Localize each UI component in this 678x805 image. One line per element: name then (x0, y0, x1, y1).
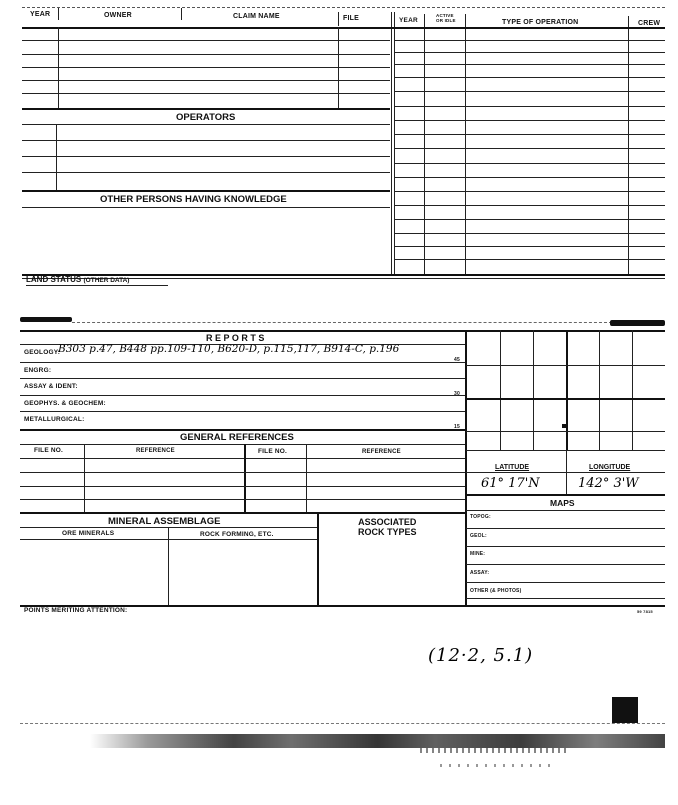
associated-rock-types-header: ASSOCIATED ROCK TYPES (358, 517, 417, 537)
top-border (22, 7, 665, 8)
crew-header: CREW (638, 20, 661, 27)
scale-15: 15 (454, 424, 460, 430)
maps-title: MAPS (550, 498, 575, 508)
geol-label: GEOL: (470, 533, 487, 539)
active-header: ACTIVE OR IDLE (436, 13, 456, 23)
latitude-label: LATITUDE (495, 464, 530, 471)
other-persons-header: OTHER PERSONS HAVING KNOWLEDGE (100, 194, 287, 205)
geophys-geochem-label: GEOPHYS. & GEOCHEM: (24, 400, 106, 407)
scan-square-mark (612, 697, 638, 723)
scan-noise-band (90, 734, 665, 748)
file-no-col-1: FILE NO. (34, 447, 64, 454)
assay-ident-label: ASSAY & IDENT: (24, 383, 78, 390)
latitude-value: 61° 17'N (481, 476, 540, 491)
points-meriting-attention-label: POINTS MERITING ATTENTION: (24, 607, 128, 614)
reference-col-1: REFERENCE (136, 448, 175, 454)
type-of-operation-header: TYPE OF OPERATION (502, 19, 579, 26)
general-references-title: GENERAL REFERENCES (180, 432, 294, 443)
handwritten-note: (12·2, 5.1) (428, 645, 534, 666)
other-photos-label: OTHER (& PHOTOS) (470, 588, 522, 594)
ink-smudge-right (610, 320, 665, 326)
year-header: YEAR (30, 11, 51, 18)
longitude-label: LONGITUDE (589, 464, 631, 471)
scale-30: 30 (454, 391, 460, 397)
rock-forming-header: ROCK FORMING, ETC. (200, 531, 274, 538)
mine-label: MINE: (470, 551, 486, 557)
year2-header: YEAR (399, 17, 418, 24)
longitude-value: 142° 3'W (578, 476, 639, 491)
ink-smudge-left (20, 317, 72, 322)
claim-name-header: CLAIM NAME (233, 13, 280, 20)
operators-header: OPERATORS (176, 112, 236, 123)
file-header: FILE (343, 15, 359, 22)
location-marker (562, 424, 566, 428)
reference-col-2: REFERENCE (362, 449, 401, 455)
mineral-assemblage-title: MINERAL ASSEMBLAGE (108, 516, 221, 527)
form-number: 59 7815 (637, 609, 653, 614)
scale-45: 45 (454, 357, 460, 363)
assay-map-label: ASSAY: (470, 570, 490, 576)
scan-noise-dots (420, 748, 570, 753)
owner-header: OWNER (104, 12, 132, 19)
geology-value: B303 p.47, B448 pp.109-110, B620-D, p.115,117, B914-C, p.196 (58, 343, 400, 355)
ore-minerals-header: ORE MINERALS (62, 530, 115, 537)
geology-label: GEOLOGY: (24, 349, 61, 356)
engrg-label: ENGRG: (24, 367, 52, 374)
topog-label: TOPOG: (470, 514, 491, 520)
metallurgical-label: METALLURGICAL: (24, 416, 85, 423)
reports-title: R E P O R T S (206, 333, 265, 343)
scan-noise-dots-lower (440, 764, 550, 767)
land-status-label: LAND STATUS (OTHER DATA) (26, 275, 130, 284)
file-no-col-2: FILE NO. (258, 448, 288, 455)
